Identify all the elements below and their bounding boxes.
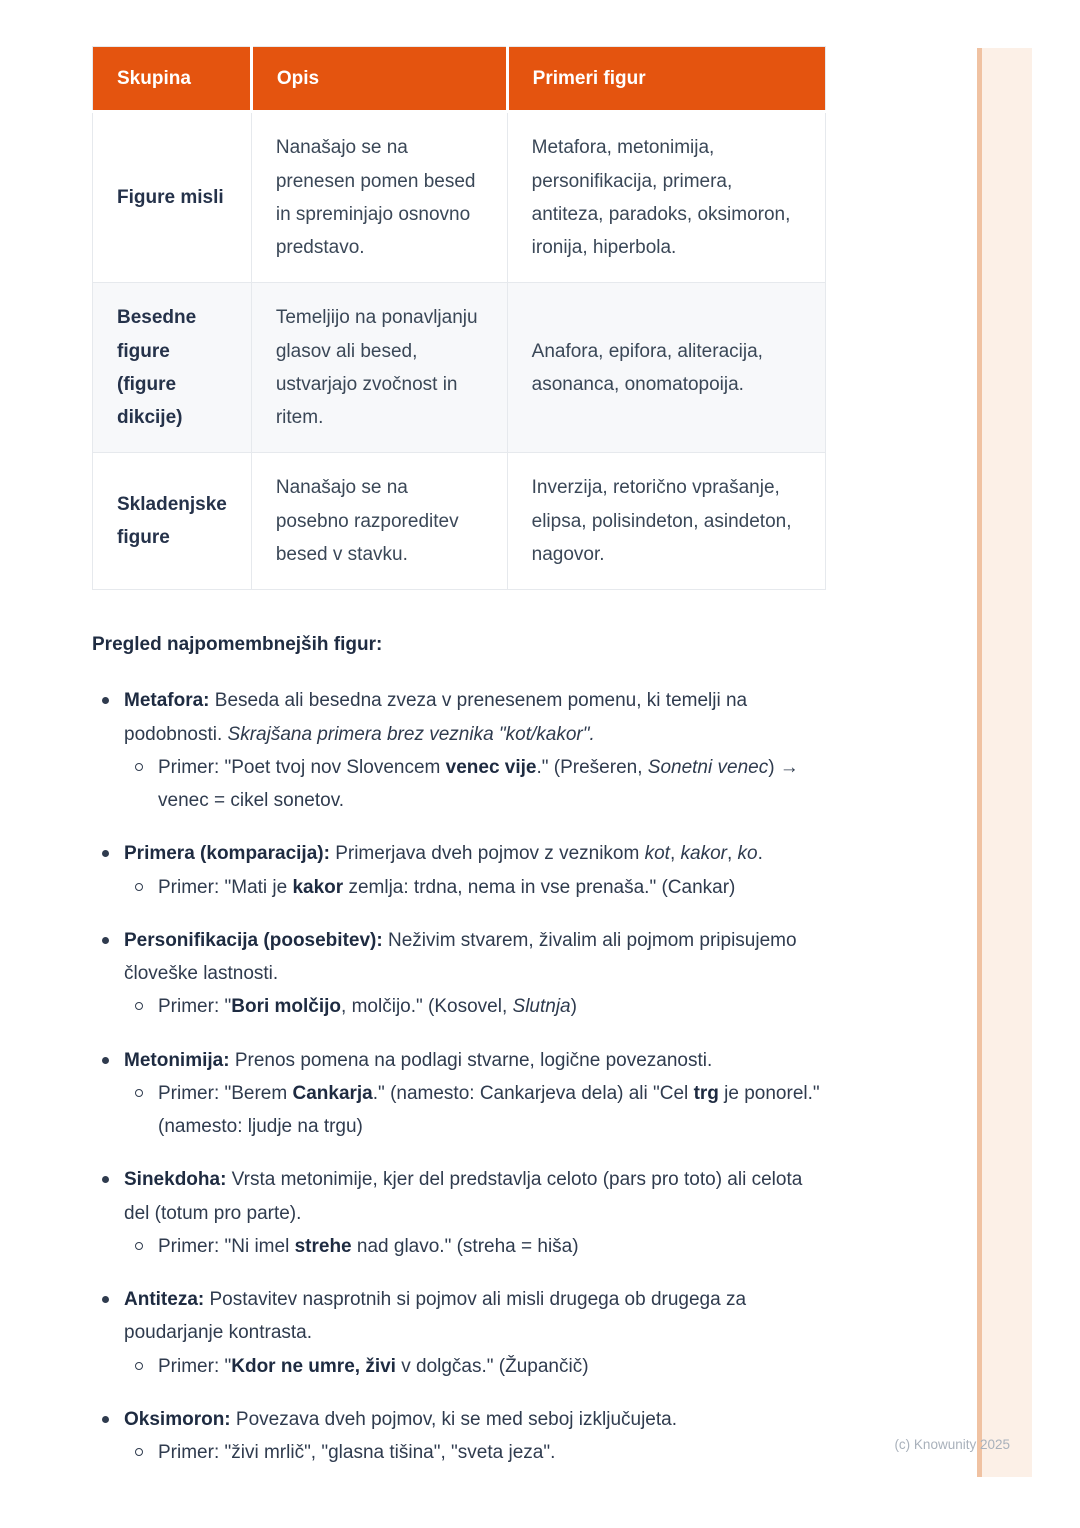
description-cell: Temeljijo na ponavljanju glasov ali besed, ustvarjajo zvočnost in ritem. bbox=[251, 283, 507, 453]
example-text: Primer: "Ni imel strehe nad glavo." (streha = hiša) bbox=[158, 1235, 579, 1257]
table-header-skupina: Skupina bbox=[93, 47, 252, 112]
example-text: Primer: "Bori molčijo, molčijo." (Kosovel, Slutnja) bbox=[158, 996, 577, 1018]
table-row-skladenjske-figure bbox=[93, 453, 826, 590]
example-sublist bbox=[124, 990, 826, 1023]
example-sublist bbox=[124, 1230, 826, 1263]
example-sublist bbox=[124, 1350, 826, 1383]
example-item bbox=[124, 1077, 826, 1144]
example-text: Primer: "Berem Cankarja." (namesto: Cankarjeva dela) ali "Cel trg je ponorel." (namesto: ljudje na trgu) bbox=[158, 1082, 820, 1137]
example-sublist bbox=[124, 751, 826, 818]
list-item-oksimoron bbox=[92, 1403, 826, 1470]
group-cell: Besedne figure (figure dikcije) bbox=[93, 283, 252, 453]
example-item bbox=[124, 990, 826, 1023]
example-text: Primer: "Kdor ne umre, živi v dolgčas." (Župančič) bbox=[158, 1355, 589, 1377]
list-item-antiteza bbox=[92, 1283, 826, 1383]
example-item bbox=[124, 1436, 826, 1469]
page-edge-stripe bbox=[977, 48, 1032, 1477]
copyright-watermark: (c) Knowunity 2025 bbox=[894, 1437, 1010, 1452]
list-item-sinekdoha bbox=[92, 1163, 826, 1263]
figures-table bbox=[92, 46, 826, 590]
section-heading: Pregled najpomembnejših figur: bbox=[92, 634, 383, 655]
description-cell: Nanašajo se na posebno razporeditev besed v stavku. bbox=[251, 453, 507, 590]
example-item bbox=[124, 751, 826, 818]
example-item bbox=[124, 1350, 826, 1383]
term-definition: Metonimija: Prenos pomena na podlagi stvarne, logične povezanosti. bbox=[124, 1049, 713, 1071]
example-item bbox=[124, 1230, 826, 1263]
table-header-opis: Opis bbox=[251, 47, 507, 112]
list-item-primera bbox=[92, 837, 826, 904]
example-sublist bbox=[124, 871, 826, 904]
term-definition: Antiteza: Postavitev nasprotnih si pojmov ali misli drugega ob drugega za poudarjanje kontrasta. bbox=[124, 1289, 747, 1344]
term-definition: Personifikacija (poosebitev): Neživim stvarem, živalim ali pojmom pripisujemo človeške lastnosti. bbox=[124, 929, 797, 984]
content-column bbox=[92, 0, 826, 1469]
example-text: Primer: "Mati je kakor zemlja: trdna, nema in vse prenaša." (Cankar) bbox=[158, 876, 736, 898]
group-cell: Figure misli bbox=[93, 112, 252, 283]
table-header-row bbox=[93, 47, 826, 112]
figures-list bbox=[92, 684, 826, 1469]
list-item-metafora bbox=[92, 684, 826, 817]
group-cell: Skladenjske figure bbox=[93, 453, 252, 590]
table-header-primeri-figur: Primeri figur bbox=[507, 47, 825, 112]
description-cell: Nanašajo se na prenesen pomen besed in spreminjajo osnovno predstavo. bbox=[251, 112, 507, 283]
example-sublist bbox=[124, 1436, 826, 1469]
list-item-metonimija bbox=[92, 1044, 826, 1144]
term-definition: Primera (komparacija): Primerjava dveh pojmov z veznikom kot, kakor, ko. bbox=[124, 843, 763, 865]
term-definition: Metafora: Beseda ali besedna zveza v prenesenem pomenu, ki temelji na podobnosti. Skrajšana primera brez veznika "kot/kakor". bbox=[124, 690, 748, 745]
examples-cell: Metafora, metonimija, personifikacija, primera, antiteza, paradoks, oksimoron, ironija, hiperbola. bbox=[507, 112, 825, 283]
example-text: Primer: "Poet tvoj nov Slovencem venec vije." (Prešeren, Sonetni venec) → venec = cikel sonetov. bbox=[158, 756, 799, 811]
list-item-personifikacija bbox=[92, 924, 826, 1024]
table-row-figure-misli bbox=[93, 112, 826, 283]
example-text: Primer: "živi mrlič", "glasna tišina", "sveta jeza". bbox=[158, 1442, 556, 1463]
table-row-besedne-figure bbox=[93, 283, 826, 453]
example-item bbox=[124, 871, 826, 904]
term-definition: Sinekdoha: Vrsta metonimije, kjer del predstavlja celoto (pars pro toto) ali celota del (totum pro parte). bbox=[124, 1169, 803, 1224]
example-sublist bbox=[124, 1077, 826, 1144]
term-definition: Oksimoron: Povezava dveh pojmov, ki se med seboj izključujeta. bbox=[124, 1408, 677, 1430]
examples-cell: Anafora, epifora, aliteracija, asonanca, onomatopoija. bbox=[507, 283, 825, 453]
examples-cell: Inverzija, retorično vprašanje, elipsa, polisindeton, asindeton, nagovor. bbox=[507, 453, 825, 590]
